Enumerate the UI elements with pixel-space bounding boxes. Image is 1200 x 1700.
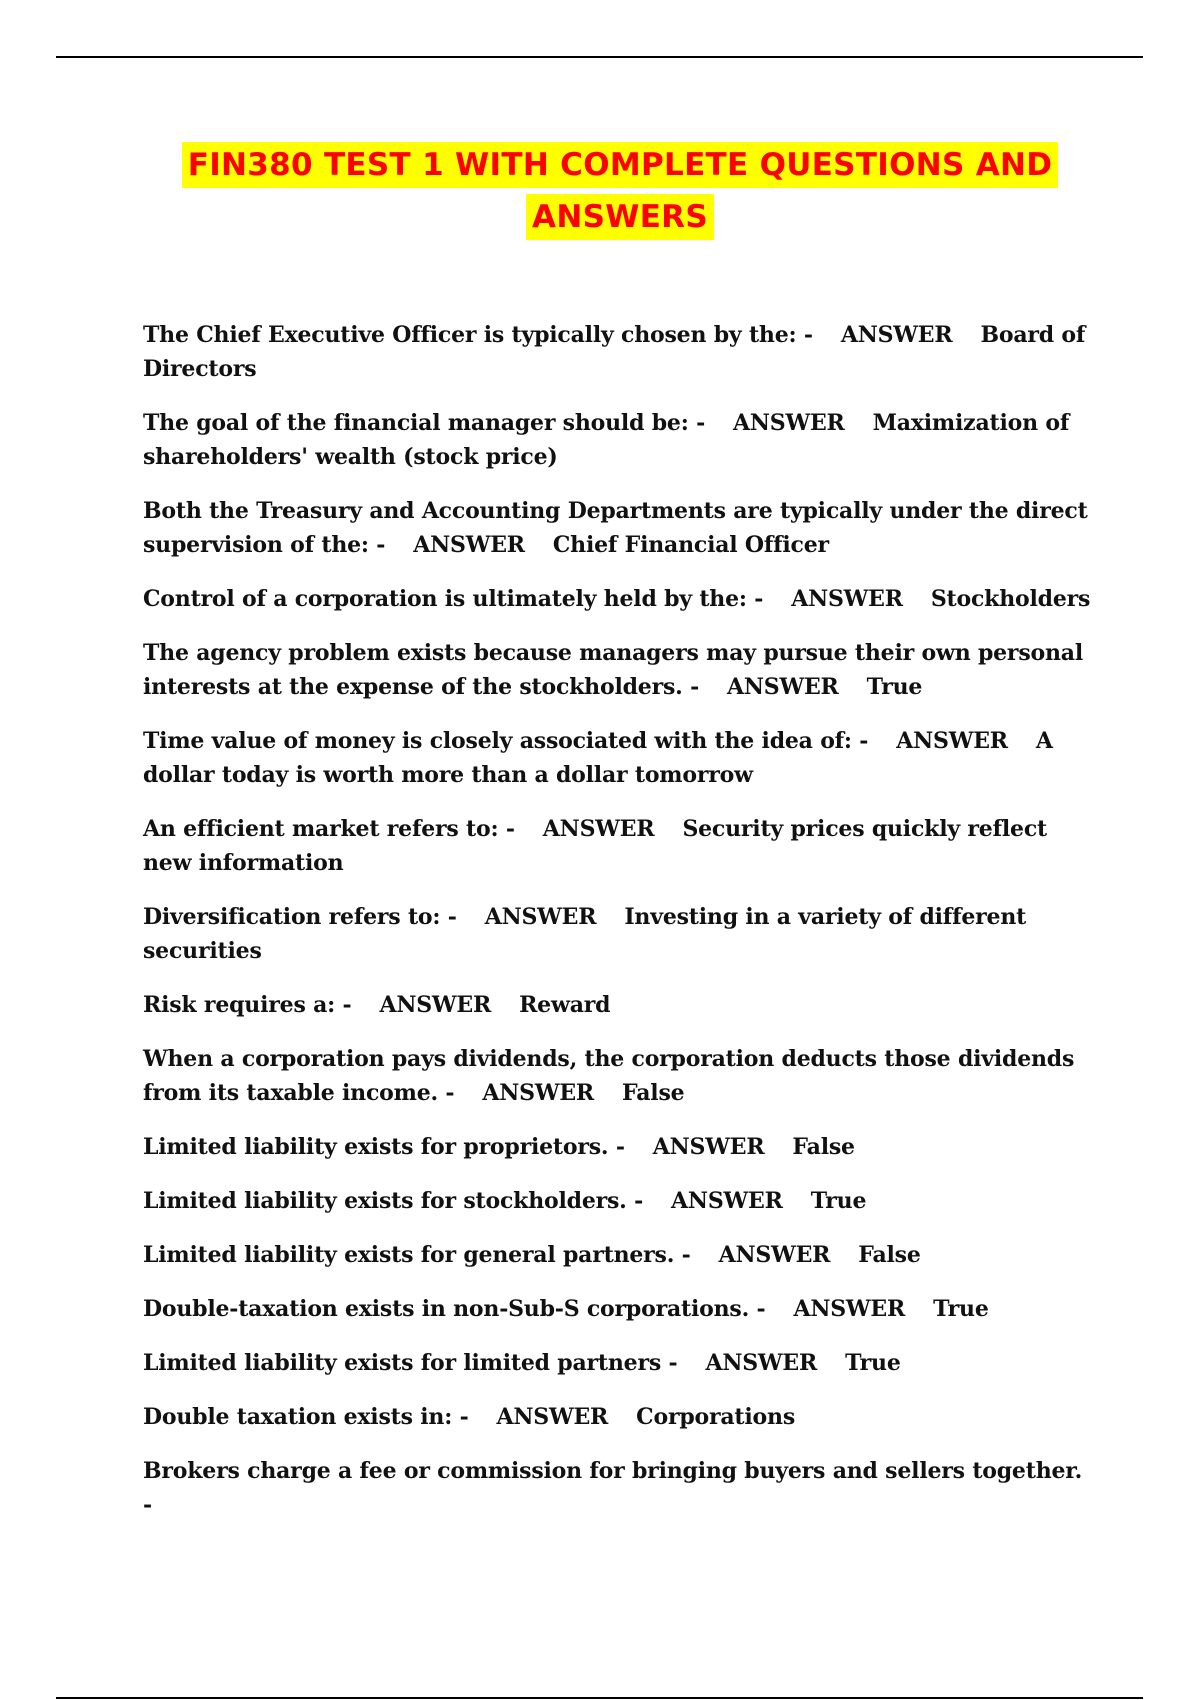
answer-text: A dollar today is worth more than a dollar tomorrow (143, 728, 1053, 788)
answer-label: ANSWER (652, 1134, 765, 1160)
answer-label: ANSWER (705, 1350, 818, 1376)
qa-list (143, 318, 1093, 1542)
question-text: The Chief Executive Officer is typically chosen by the: - (143, 322, 813, 348)
question-text: The agency problem exists because managers may pursue their own personal interests at the expense of the stockholders. - (143, 640, 1083, 700)
question-text: Control of a corporation is ultimately held by the: - (143, 586, 764, 612)
qa-item (143, 318, 1093, 386)
answer-label: ANSWER (840, 322, 953, 348)
title-line-2: ANSWERS (526, 194, 714, 240)
question-text: Time value of money is closely associated with the idea of: - (143, 728, 869, 754)
qa-item (143, 582, 1093, 616)
answer-text: Chief Financial Officer (552, 532, 829, 558)
top-rule (56, 56, 1143, 58)
qa-item (143, 1042, 1093, 1110)
answer-label: ANSWER (733, 410, 845, 436)
answer-label: ANSWER (496, 1404, 609, 1430)
answer-label: ANSWER (671, 1188, 783, 1214)
answer-text: Board of Directors (143, 322, 1086, 382)
answer-label: ANSWER (793, 1296, 906, 1322)
qa-item (143, 494, 1093, 562)
question-text: Limited liability exists for limited partners - (143, 1350, 678, 1376)
qa-item (143, 724, 1093, 792)
answer-label: ANSWER (791, 586, 903, 612)
answer-text: True (810, 1188, 867, 1214)
question-text: Double-taxation exists in non-Sub-S corporations. - (143, 1296, 766, 1322)
qa-item (143, 1238, 1093, 1272)
qa-item (143, 1346, 1093, 1380)
question-text: Limited liability exists for stockholders. - (143, 1188, 644, 1214)
qa-item (143, 812, 1093, 880)
question-text: Diversification refers to: - (143, 904, 457, 930)
answer-label: ANSWER (379, 992, 492, 1018)
answer-label: ANSWER (718, 1242, 831, 1268)
answer-text: True (866, 674, 923, 700)
qa-item (143, 1130, 1093, 1164)
question-text: Brokers charge a fee or commission for bringing buyers and sellers together. - (143, 1458, 1083, 1518)
qa-item (143, 1454, 1093, 1522)
answer-text: False (622, 1080, 685, 1106)
qa-item (143, 1400, 1093, 1434)
qa-item (143, 900, 1093, 968)
qa-item (143, 406, 1093, 474)
answer-text: Maximization of shareholders' wealth (stock price) (143, 410, 1070, 470)
answer-label: ANSWER (484, 904, 597, 930)
title-line-1: FIN380 TEST 1 WITH COMPLETE QUESTIONS AND (182, 142, 1059, 188)
question-text: Limited liability exists for general partners. - (143, 1242, 691, 1268)
answer-label: ANSWER (413, 532, 525, 558)
answer-text: Security prices quickly reflect new information (143, 816, 1047, 876)
answer-text: True (845, 1350, 901, 1376)
question-text: When a corporation pays dividends, the corporation deducts those dividends from its taxable income. - (143, 1046, 1075, 1106)
question-text: Risk requires a: - (143, 992, 352, 1018)
answer-label: ANSWER (727, 674, 839, 700)
question-text: The goal of the financial manager should be: - (143, 410, 706, 436)
answer-text: False (792, 1134, 855, 1160)
qa-item (143, 988, 1093, 1022)
question-text: Limited liability exists for proprietors. - (143, 1134, 625, 1160)
answer-text: Stockholders (930, 586, 1091, 612)
answer-label: ANSWER (482, 1080, 595, 1106)
bottom-rule (56, 1697, 1143, 1699)
answer-text: True (933, 1296, 989, 1322)
answer-label: ANSWER (542, 816, 655, 842)
answer-text: Investing in a variety of different securities (143, 904, 1027, 964)
question-text: An efficient market refers to: - (143, 816, 515, 842)
question-text: Both the Treasury and Accounting Departments are typically under the direct supervision of the: - (143, 498, 1088, 558)
qa-item (143, 1292, 1093, 1326)
answer-text: Reward (519, 992, 611, 1018)
qa-item (143, 636, 1093, 704)
question-text: Double taxation exists in: - (143, 1404, 469, 1430)
answer-label: ANSWER (896, 728, 1008, 754)
answer-text: False (858, 1242, 921, 1268)
document-title (0, 142, 1200, 240)
qa-item (143, 1184, 1093, 1218)
answer-text: Corporations (636, 1404, 796, 1430)
